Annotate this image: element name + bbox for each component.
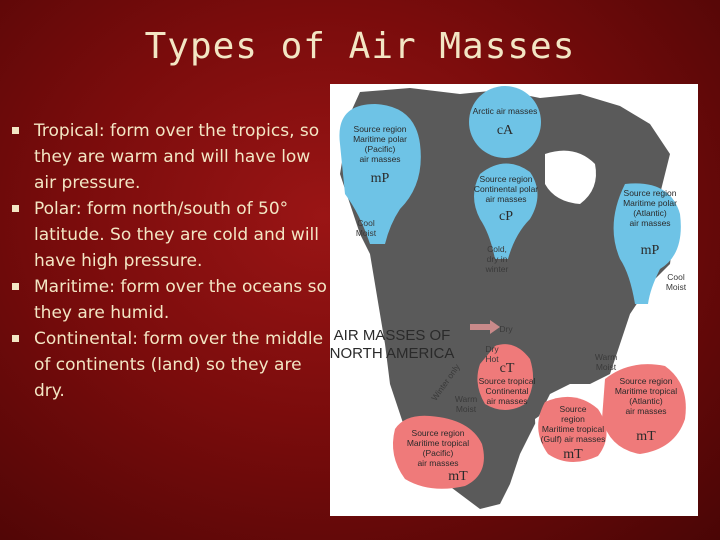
note-text: Cool <box>357 218 375 228</box>
note-text: Moist <box>665 282 687 292</box>
arctic-air-mass <box>469 86 541 158</box>
bullet-maritime <box>10 274 330 326</box>
mt-atlantic-line: Maritime tropical <box>614 386 678 396</box>
ct-line: Continental <box>485 386 529 396</box>
mt-atlantic-air-mass <box>602 364 686 454</box>
mp-atlantic-line: Source region <box>623 188 677 198</box>
mp-pacific-line: Maritime polar <box>353 134 407 144</box>
square-bullet-icon <box>12 205 19 212</box>
mt-gulf-line: Source <box>559 404 587 414</box>
map-title <box>330 327 454 362</box>
ct-line: air masses <box>486 396 528 406</box>
mp-pacific-line: (Pacific) <box>364 144 396 154</box>
mt-atlantic-code: mT <box>636 429 656 444</box>
mt-atlantic-line: Source region <box>619 376 673 386</box>
note-text: Cool <box>667 272 685 282</box>
note-text: Moist <box>455 404 477 414</box>
mt-atlantic-line: air masses <box>625 406 667 416</box>
note-text: Warm <box>594 352 618 362</box>
note-text: Dry <box>485 344 499 354</box>
cp-code: cP <box>499 209 513 224</box>
note-text: Dry <box>499 324 513 334</box>
bullet-text: Maritime: form over the oceans so they are humid. <box>34 277 327 323</box>
arctic-label: Arctic air masses <box>472 106 538 116</box>
bullet-polar <box>10 196 330 274</box>
bullet-text: Tropical: form over the tropics, so they are warm and will have low air pressure. <box>34 121 320 193</box>
mt-pacific-line: air masses <box>417 458 459 468</box>
cp-line: air masses <box>485 194 527 204</box>
note-text: winter <box>485 264 509 274</box>
cp-line: Source region <box>479 174 533 184</box>
square-bullet-icon <box>12 335 19 342</box>
mp-atlantic-line: air masses <box>629 218 671 228</box>
note-text: Hot <box>485 354 499 364</box>
mt-gulf-line: Maritime tropical <box>541 424 605 434</box>
ct-code: cT <box>499 361 515 376</box>
mt-pacific-line: Maritime tropical <box>406 438 470 448</box>
note-text: Moist <box>595 362 617 372</box>
air-masses-map <box>330 84 698 516</box>
mt-gulf-code: mT <box>563 447 583 462</box>
bullet-continental <box>10 326 330 404</box>
mt-pacific-code: mT <box>448 469 468 484</box>
square-bullet-icon <box>12 283 19 290</box>
note-text: Winter only <box>429 361 462 403</box>
mt-pacific-line: (Pacific) <box>422 448 454 458</box>
ct-line: Source tropical <box>478 376 536 386</box>
map-title-line: NORTH AMERICA <box>330 345 455 362</box>
mp-pacific-code: mP <box>370 171 390 186</box>
note-text: Warm <box>454 394 478 404</box>
cp-line: Continental polar <box>473 184 539 194</box>
bullet-text: Continental: form over the middle of continents (land) so they are dry. <box>34 329 324 401</box>
mp-atlantic-code: mP <box>640 243 660 258</box>
mt-gulf-air-mass <box>538 397 606 462</box>
bullet-tropical <box>10 118 330 196</box>
square-bullet-icon <box>12 127 19 134</box>
slide-title: Types of Air Masses <box>144 26 576 67</box>
mp-atlantic-line: (Atlantic) <box>633 208 667 218</box>
arctic-code: cA <box>496 123 514 138</box>
note-text: dry in <box>486 254 508 264</box>
note-text: Moist <box>355 228 377 238</box>
mt-gulf-line: (Gulf) air masses <box>540 434 606 444</box>
mp-pacific-line: Source region <box>353 124 407 134</box>
mp-atlantic-line: Maritime polar <box>623 198 677 208</box>
mt-pacific-line: Source region <box>411 428 465 438</box>
mt-gulf-line: region <box>561 414 585 424</box>
mt-atlantic-line: (Atlantic) <box>629 396 663 406</box>
map-title-line: AIR MASSES OF <box>333 327 451 344</box>
note-text: Cold, <box>487 244 507 254</box>
air-masses-map-figure <box>330 84 698 516</box>
bullet-list <box>10 118 330 404</box>
mp-pacific-line: air masses <box>359 154 401 164</box>
bullet-text: Polar: form north/south of 50° latitude. So they are cold and will have high pressure. <box>34 199 320 271</box>
